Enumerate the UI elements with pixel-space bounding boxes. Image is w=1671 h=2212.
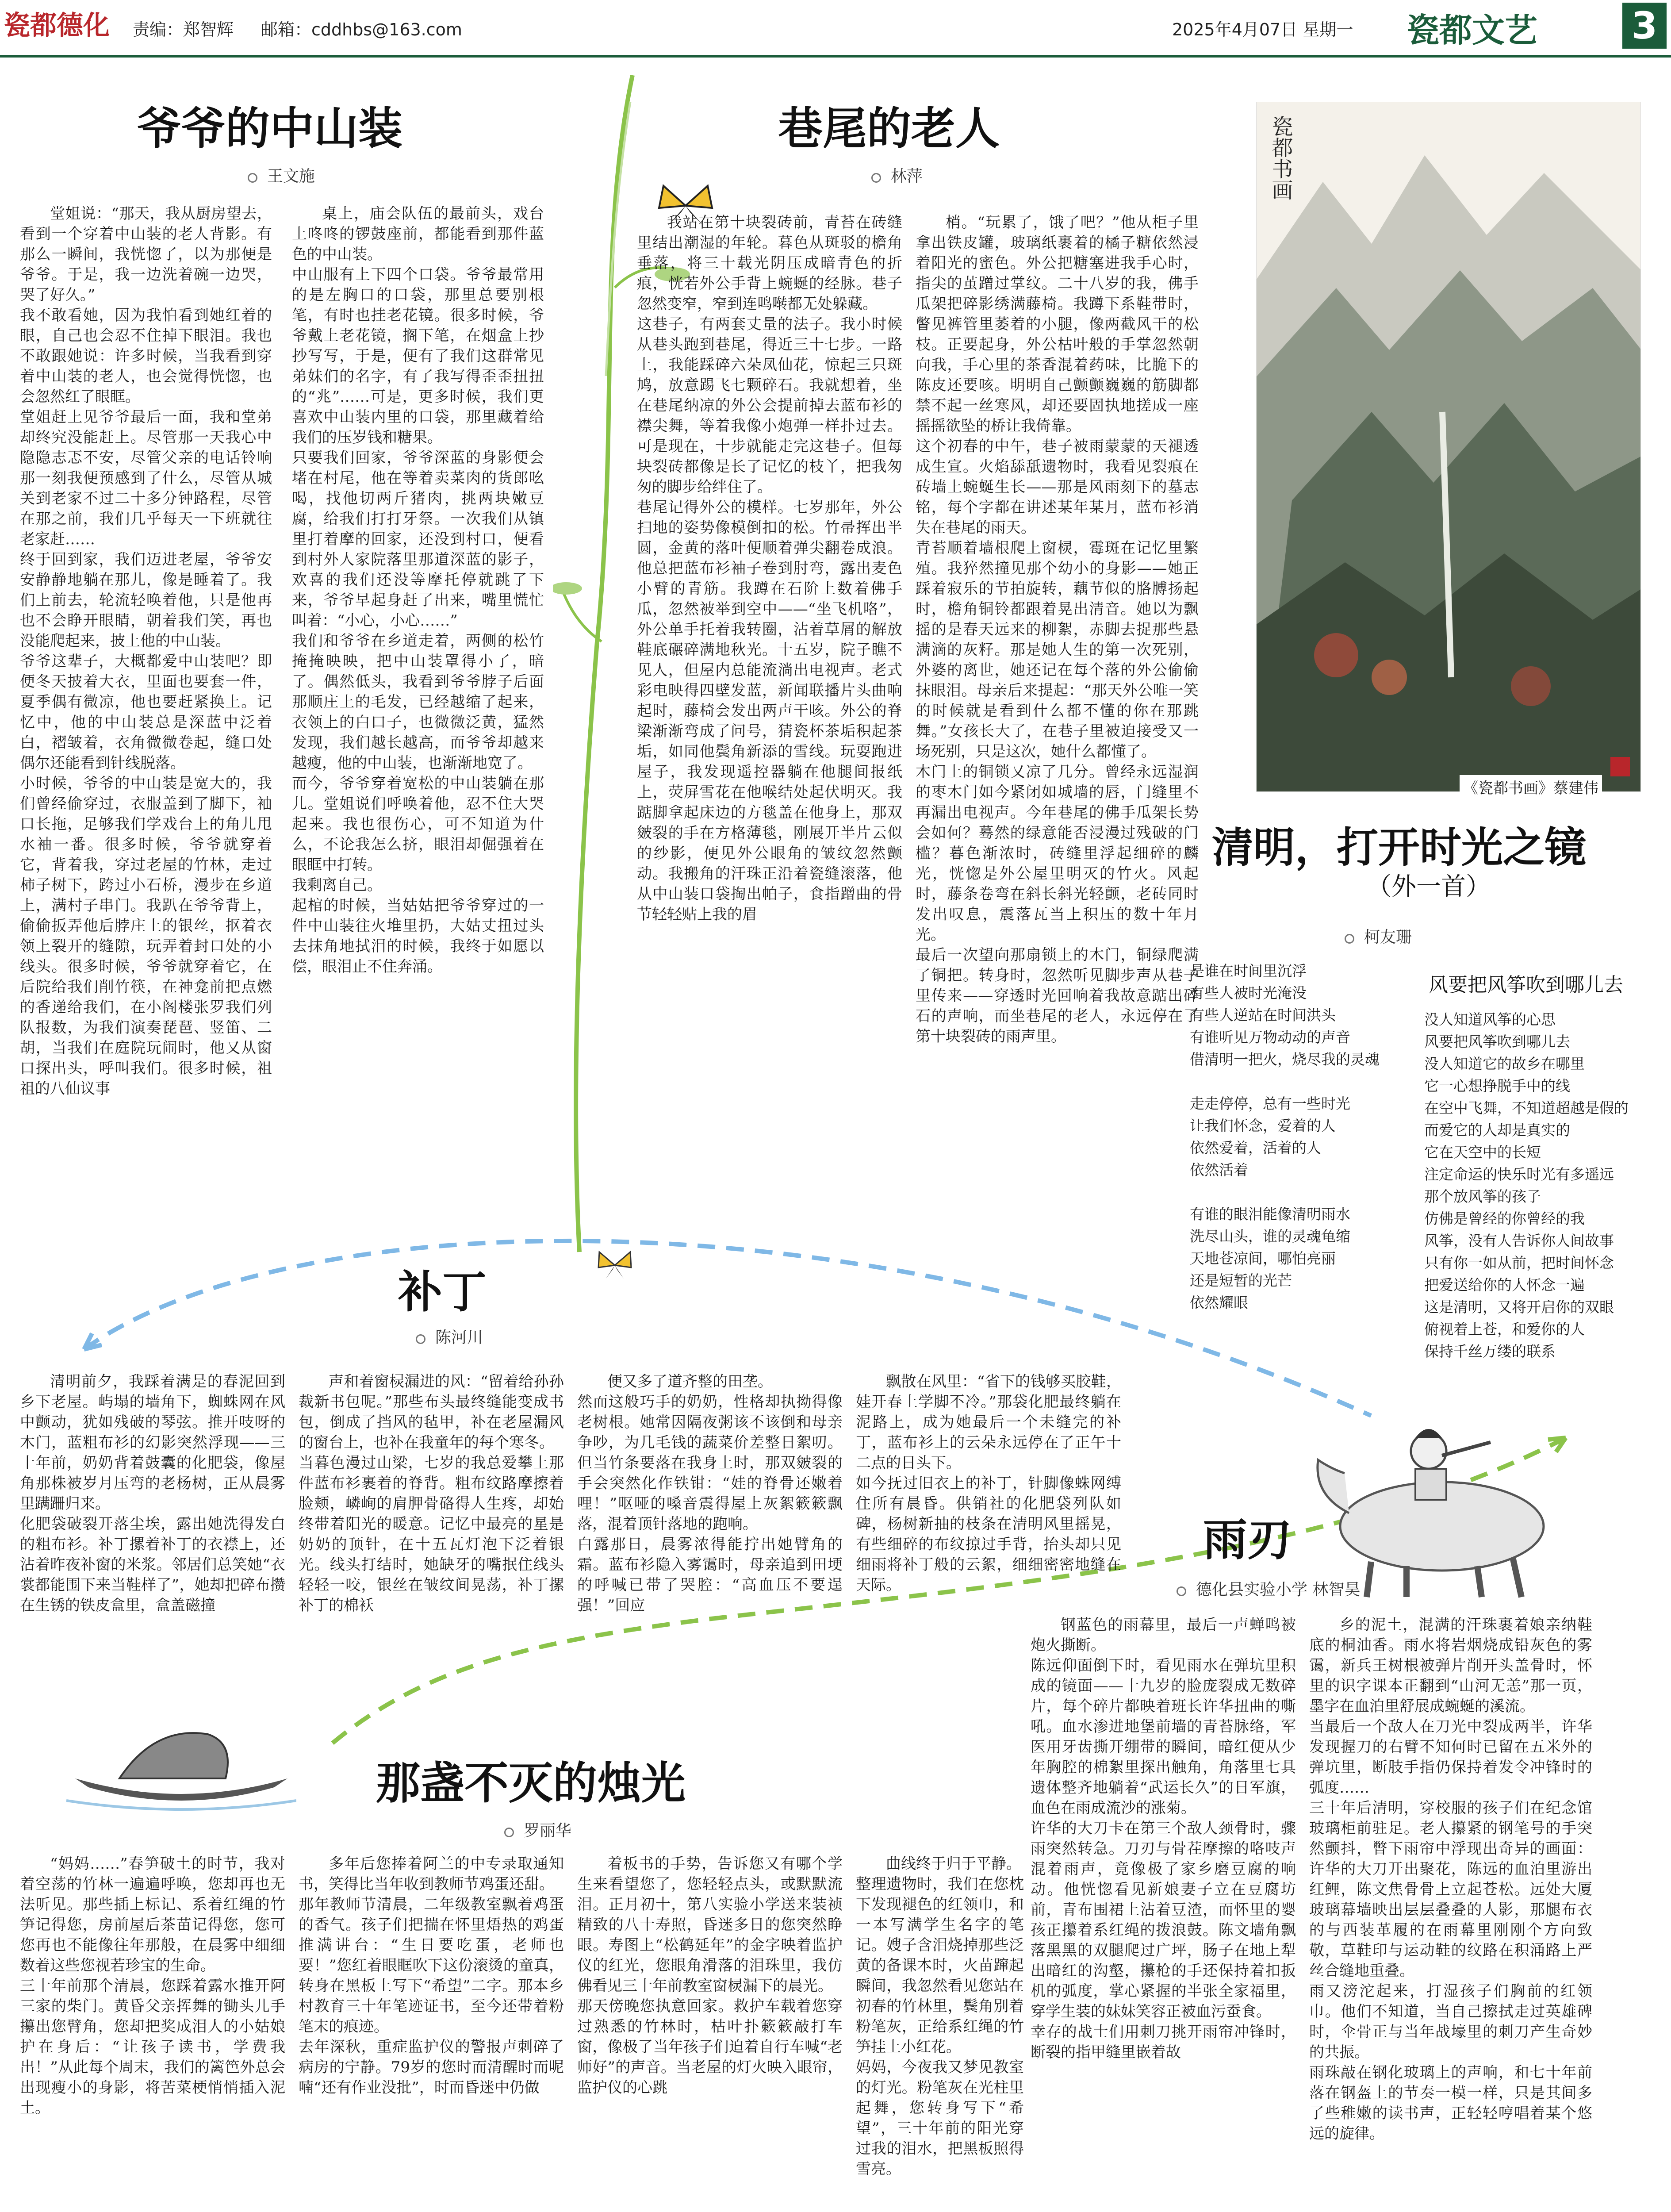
article-title-alley-elder: 巷尾的老人 [778,103,1000,154]
poem-kite-line: 没人知道它的故乡在哪里 [1424,1055,1585,1072]
poem-qingming-line: 走走停停，总有一些时光 [1190,1095,1350,1112]
poem-qingming-line: 还是短暂的光芒 [1190,1272,1292,1289]
byline-dot-icon [248,173,257,183]
article-body-patch-col2: 声和着窗棂漏进的风：“留着给孙孙裁新书包呢。”那些布头最终缝能变成书包，倒成了挡风的毡甲，补在老屋漏风的窗台上，也补在我童年的每个寒冬。 当暮色漫过山梁，七岁的我总爱攀上那件蓝布衫裹着的脊背。粗布纹路摩擦着脸颊，嶙峋的肩胛骨硌得人生疼，却始终带着阳光的暖意。记忆中最亮的星是奶奶的顶针，在十五瓦灯泡下泛着银光。线头打结时，她缺牙的嘴抿住线头轻轻一咬，银丝在皱纹间晃荡，补丁摞补丁的棉袄 [299,1373,564,1614]
painting-mountains [1257,102,1641,792]
poem-qingming-line: 有谁的眼泪能像清明雨水 [1190,1206,1350,1223]
author-name: 王文施 [267,167,315,185]
editor-info: 责编：郑智辉 [133,20,234,39]
painting-inscription: 瓷都书画 [1268,115,1293,200]
article-subtitle-qingming: （外一首） [1367,872,1491,901]
poem-kite-line: 把爱送给你的人怀念一遍 [1424,1276,1585,1294]
poem-kite-line: 它在天空中的长短 [1424,1144,1541,1161]
poem-kite-line: 这是清明，又将开启你的双眼 [1424,1298,1614,1316]
poem-qingming-line: 是谁在时间里沉浮 [1190,962,1307,979]
author-name: 林萍 [891,167,923,185]
email-info: 邮箱：cddhbs@163.com [261,20,462,39]
poem-kite-line: 注定命运的快乐时光有多遥远 [1424,1166,1614,1183]
poem-kite-title: 风要把风筝吹到哪儿去 [1429,974,1623,996]
poem-kite-line: 仿佛是曾经的你曾经的我 [1424,1210,1585,1227]
article-body-candlelight-col1: “妈妈……”春笋破土的时节，我对着空荡的竹林一遍遍呼唤，您却再也无法听见。那些插上标记、系着红绳的竹笋记得您，房前屋后茶苗记得您，您可您再也不能像往年那般，在晨雾中细细数着这些您视若珍宝的生命。 三十年前那个清晨，您踩着露水推开阿三家的柴门。黄昏父亲挥舞的锄头儿手攥出您臂角，您却把奖成泪人的小姑娘护在身后：“让孩子读书，学费我出！”从此每个周末，我们的篱笆外总会出现瘦小的身影，将苦菜梗悄悄插入泥土。 [20,1855,285,2117]
paper-name: 瓷都德化 [4,10,110,41]
section-title: 瓷都文艺 [1407,12,1537,50]
article-title-candlelight: 那盏不灭的烛光 [376,1757,686,1809]
poem-qingming-line [1190,1071,1420,1093]
article-author-alley-elder [871,164,923,186]
seal-stamp [1610,757,1630,776]
poem-kite-line: 那个放风筝的孩子 [1424,1188,1541,1205]
poem-qingming-line: 有谁听见万物动动的声音 [1190,1029,1350,1046]
poem-kite-line: 俯视着上苍，和爱你的人 [1424,1321,1585,1338]
author-name: 德化县实验小学 林智昊 [1196,1581,1361,1599]
author-name: 陈河川 [435,1329,483,1347]
article-body-candlelight-col3: 着板书的手势，告诉您又有哪个学生来看望您了，您轻轻点头，或默默流泪。正月初十，第八实验小学送来装祯精致的八十寿照，昏迷多日的您突然睁眼。寿图上“松鹤延年”的金字映着监护仪的红光，您眼角滑落的泪珠里，我仿佛看见三十年前教室窗棂漏下的晨光。 那天傍晚您执意回家。救护车载着您穿过熟悉的竹林时，枯叶扑簌簌敲打车窗，像极了当年孩子们迫着自行车喊“老师好”的声音。当老屋的灯火映入眼帘，监护仪的心跳 [577,1855,843,2097]
poem-qingming-line: 依然耀眼 [1190,1294,1248,1311]
author-name: 罗丽华 [524,1822,572,1840]
article-body-rain-blade-col2: 乡的泥土，混满的汗珠裹着娘亲纳鞋底的桐油香。雨水将岩烟烧成铅灰色的雾霭，新兵王树根被弹片削开头盖骨时，怀里的识字课本正翻到“山河无恙”那一页，墨字在血泊里舒展成蜿蜒的溪流。 当最后一个敌人在刀光中裂成两半，许华发现握刀的右臂不知何时已留在五米外的弹坑里，断肢手指仍保持着发令冲锋时的弧度…… 三十年后清明，穿校服的孩子们在纪念馆玻璃柜前驻足。老人攥紧的钢笔号的手突然颤抖，瞥下雨帘中浮现出奇异的画面：许华的大刀开出聚花，陈远的血泊里游出红鲤，陈文焦骨骨上立起苍松。远处大厦玻璃幕墙映出层层叠叠的人影，那腿布衣的与西装革履的在雨幕里刚刚个方向致敬，草鞋印与运动鞋的纹路在积涌路上严丝合缝地重叠。 雨又滂沱起来，打湿孩子们胸前的红领巾。他们不知道，当自己擦拭走过英雄碑时，伞骨正与当年战壕里的刺刀产生奇妙的共振。 雨珠敲在钢化玻璃上的声响，和七十年前落在钢盔上的节奏一模一样，只是其间多了些稚嫩的读书声，正轻轻哼唱着某个悠远的旋律。 [1309,1616,1592,2143]
article-title-grandpa-suit: 爷爷的中山装 [137,103,402,154]
page-number: 3 [1622,3,1667,49]
boat-illustration [66,1699,296,1814]
poem-kite-line: 它一心想挣脱手中的线 [1424,1077,1570,1094]
byline-dot-icon [1177,1586,1186,1596]
poem-kite-line: 风筝，没有人告诉你人间故事 [1424,1232,1614,1249]
article-author-candlelight [504,1818,571,1841]
article-body-candlelight-col4: 曲线终于归于平静。 整理遗物时，我们在您枕下发现褪色的红领巾，和一本写满学生名字的笔记。嫂子含泪烧掉那些泛黄的备课本时，火苗蹿起瞬间，我忽然看见您站在初春的竹林里，鬓角别着粉笔灰，正给系红绳的竹笋挂上小红花。 妈妈，今夜我又梦见教室的灯光。粉笔灰在光柱里起舞，您转身写下“希望”，三十年前的阳光穿过我的泪水，把黑板照得雪亮。 [856,1855,1024,2178]
article-body-patch-col3: 便又多了道齐整的田垄。 然而这般巧手的奶奶，性格却执拗得像老树根。她常因隔夜粥该不该倒和母亲争吵，为几毛钱的蔬菜价差整日絮叨。但当竹条要落在我身上时，那双皴裂的手会突然化作铁钳：“娃的脊骨还嫩着哩！”呕哑的嗓音震得屋上灰絮簌簌飘落，混着顶针落地的跑响。 白露那日，晨雾浓得能拧出她臂角的霜。蓝布衫隐入雾霭时，母亲追到田埂的呼喊已带了哭腔：“高血压不要逞强！”回应 [577,1373,843,1614]
article-author-grandpa-suit [248,164,315,186]
poem-qingming-line: 有些人被时光淹没 [1190,984,1307,1002]
author-name: 柯友珊 [1364,928,1412,946]
poem-qingming-line [1190,1181,1420,1203]
article-body-grandpa-suit-col1: 堂姐说：“那天，我从厨房望去，看到一个穿着中山装的老人背影。有那么一瞬间，我恍惚了，以为那便是爷爷。于是，我一边洗着碗一边哭，哭了好久。” 我不敢看她，因为我怕看到她红着的眼，自己也会忍不住掉下眼泪。我也不敢跟她说：许多时候，当我看到穿着中山装的老人，也会觉得恍惚，也会忽然红了眼眶。 堂姐赶上见爷爷最后一面，我和堂弟却终究没能赶上。尽管那一天我心中隐隐志忑不安，尽管父亲的电话铃响那一刻我便预感到了什么，尽管从城关到老家不过二十多分钟路程，尽管在那之前，我们几乎每天一下班就往老家赶…… 终于回到家，我们迈进老屋，爷爷安安静静地躺在那儿，像是睡着了。我们上前去，轮流轻唤着他，只是他再也不会睁开眼睛，朝着我们笑，再也没能爬起来，披上他的中山装。 爷爷这辈子，大概都爱中山装吧？即便冬天披着大衣，里面也要套一件，夏季偶有微凉，他也要赶紧换上。记忆中，他的中山装总是深蓝中泛着白，褶皱着，衣角微微卷起，缝口处偶尔还能看到针线脱落。 小时候，爷爷的中山装是宽大的，我们曾经偷穿过，衣服盖到了脚下，袖口长拖，足够我们学戏台上的角儿甩水袖一番。很多时候，爷爷就穿着它，背着我，穿过老屋的竹林，走过柿子树下，跨过小石桥，漫步在乡道上，满村子串门。我趴在爷爷背上，偷偷扳弄他后脖庄上的银丝，抠着衣领上裂开的缝隙，玩弄着封口处的小线头。很多时候，爷爷就穿着它，在后院给我们削竹筷，在神龛前把点燃的香递给我们，在小阁楼张罗我们列队报数，为我们演奏琵琶、竖笛、二胡，当我们在庭院玩闹时，他又从窗口探出头，呼叫我们。很多时候，祖祖的八仙议事 [20,205,272,1098]
article-author-patch [416,1325,483,1348]
byline-dot-icon [504,1828,514,1837]
poem-qingming-line: 依然活着 [1190,1161,1248,1179]
article-author-qingming [1345,925,1412,947]
poem-kite-line: 而爱它的人却是真实的 [1424,1121,1570,1139]
painting-caption: 《瓷都书画》蔡建伟 [1460,775,1602,799]
poem-qingming-line: 借清明一把火，烧尽我的灵魂 [1190,1051,1380,1068]
page-header [0,0,1671,58]
article-title-patch: 补丁 [398,1266,487,1318]
poem-qingming-line: 让我们怀念，爱着的人 [1190,1117,1336,1134]
poem-qingming-line: 有些人逆站在时间洪头 [1190,1006,1336,1024]
poem-kite-line: 只有你一如从前，把时间怀念 [1424,1254,1614,1271]
ox-with-flute-boy-illustration [1283,1411,1592,1601]
article-body-alley-elder-col2: 梢。“玩累了，饿了吧？”他从柜子里拿出铁皮罐，玻璃纸裹着的橘子糖依然浸着阳光的蜜色。外公把糖塞进我手心时，指尖的茧蹭过掌纹。二十八岁的我，佛手瓜架把碎影绣满藤椅。我蹲下系鞋带时，瞥见裤管里萎着的小腿，像两截风干的松枝。正要起身，外公枯叶般的手掌忽然朝向我，手心里的茶香混着药味，比脆下的陈皮还要咳。明明自己颤颤巍巍的筋脚都禁不起一丝寒风，却还要固执地搓成一座摇摇欲坠的桥让我倚靠。 这个初春的中午，巷子被雨蒙蒙的天褪透成生宣。火焰舔舐遗物时，我看见裂痕在砖墙上蜿蜒生长——那是风雨刻下的墓志铭，每个字都在讲述某年某月，蓝布衫消失在巷尾的雨天。 青苔顺着墙根爬上窗棂，霉斑在记忆里繁殖。我猝然撞见那个幼小的身影——她正踩着寂乐的节拍旋转，藕节似的胳膊扬起时，檐角铜铃都跟着晃出清音。她以为飘摇的是春天远来的柳絮，赤脚去捉那些悬满滴的灰籽。那是她人生的第一次死别，外婆的离世，她还记在每个落的外公偷偷抹眼泪。母亲后来提起：“那天外公唯一笑的时候就是看到什么都不懂的你在那跳舞。”女孩长大了，在巷子里被迫接受又一场死别，只是这次，她什么都懂了。 木门上的铜锁又凉了几分。曾经永远湿润的枣木门如今紧闭如城墙的唇，门缝里不再漏出电视声。今年巷尾的佛手瓜架长势会如何？蓦然的绿意能否浸漫过残破的门槛？暮色渐浓时，砖缝里浮起细碎的麟光，恍惚是外公屋里明灭的竹火。风起时，藤条卷弯在斜长斜光轻颤，老砖同时发出叹息，震落瓦当上积压的数十年月光。 最后一次望向那扇锁上的木门，铜绿爬满了铜把。转身时，忽然听见脚步声从巷子里传来——穿透时光回响着我故意踮出碎石的声响，而坐巷尾的老人，永远停在了第十块裂砖的雨声里。 [916,214,1199,1045]
byline-dot-icon [416,1334,425,1344]
landscape-painting [1256,102,1641,792]
poem-kite-line: 没人知道风筝的心思 [1424,1011,1556,1028]
poem-kite-line: 在空中飞舞，不知道超越是假的 [1424,1099,1629,1117]
article-body-candlelight-col2: 多年后您捧着阿兰的中专录取通知书，笑得比当年收到教师节鸡蛋还甜。 那年教师节清晨，二年级教室飘着鸡蛋的香气。孩子们把揣在怀里焐热的鸡蛋推满讲台：“生日要吃蛋，老师也要！”您红着眼眶吹下这份滚烫的童真，转身在黑板上写下“希望”二字。那本乡村教育三十年笔迹证书，至今还带着粉笔末的痕迹。 去年深秋，重症监护仪的警报声刺碎了病房的宁静。79岁的您时而清醒时而呢喃“还有作业没批”，时而昏迷中仍做 [299,1855,564,2097]
poem-qingming-line: 依然爱着，活着的人 [1190,1139,1321,1156]
article-title-qingming: 清明，打开时光之镜 [1212,824,1587,872]
poem-qingming-line: 洗尽山头，谁的灵魂龟缩 [1190,1228,1350,1245]
issue-date: 2025年4月07日 星期一 [1172,20,1353,39]
poem-qingming-line: 天地苍凉间，哪怕亮丽 [1190,1250,1336,1267]
article-body-rain-blade-col1: 钢蓝色的雨幕里，最后一声蝉鸣被炮火撕断。 陈远仰面倒下时，看见雨水在弹坑里积成的镜面——十九岁的脸庞裂成无数碎片，每个碎片都映着班长许华扭曲的嘶吼。血水渗进地堡前墙的青苔脉络，军医用牙齿撕开绷带的瞬间，暗红便从少年胸腔的棉絮里探出触角，角落里七具遗体整齐地躺着“武运长久”的日军旗，血色在雨成流沙的涨菊。 许华的大刀卡在第三个敌人颈骨时，骤雨突然转急。刀刃与骨茬摩擦的咯吱声混着雨声，竟像极了家乡磨豆腐的响动。他恍惚看见新娘妻子立在豆腐坊前，青布围裙上沾着豆渣，而怀里的婴孩正攥着系红绳的拨浪鼓。陈文墙角飘落黑黑的双腿爬过广坪，肠子在地上犁出暗红的沟壑，攥枪的手还保持着扣扳机的弧度，掌心紧握的半张全家福里，穿学生装的妹妹笑容正被血污蚕食。 幸存的战士们用刺刀挑开雨帘冲锋时，断裂的指甲缝里嵌着故 [1031,1616,1296,2061]
article-body-patch-col4: 飘散在风里：“省下的钱够买胶鞋，娃开春上学脚不冷。”那袋化肥最终躺在泥路上，成为她最后一个未缝完的补丁，蓝布衫上的云朵永远停在了正午十二点的日头下。 如今抚过旧衣上的补丁，针脚像蛛网缚住所有晨昏。供销社的化肥袋列队如碑，杨树新抽的枝条在清明风里摇晃，有些细碎的布纹掠过手背，抬头却只见细雨将补丁般的云絮，细细密密地缝在天际。 [856,1373,1121,1594]
article-body-grandpa-suit-col2: 桌上，庙会队伍的最前头，戏台上咚咚的锣鼓座前，都能看到那件蓝色的中山装。 中山服有上下四个口袋。爷爷最常用的是左胸口的口袋，那里总要别根笔，有时也挂老花镜。很多时候，爷爷戴上老花镜，搁下笔，在烟盒上抄抄写写，于是，便有了我们这群常见弟妹们的名字，有了我写得歪歪扭扭的“兆”……可是，更多时候，我们更喜欢中山装内里的口袋，那里藏着给我们的压岁钱和糖果。 只要我们回家，爷爷深蓝的身影便会堵在村尾，他在等着卖菜肉的货郎吆喝，找他切两斤猪肉，挑两块嫩豆腐，给我们打打牙祭。一次我们从镇里打着摩的回家，还没到村口，便看到村外人家院落里那道深蓝的影子，欢喜的我们还没等摩托停就跳了下来，爷爷早起身赶了出来，嘴里慌忙叫着：“小心，小心……” 我们和爷爷在乡道走着，两侧的松竹掩掩映映，把中山装罩得小了，暗了。偶然低头，我看到爷爷脖子后面那顺庄上的毛发，已经越缩了起来，衣领上的白口子，也微微泛黄，猛然发现，我们越长越高，而爷爷却越来越瘦，他的中山装，也渐渐地宽了。 而今，爷爷穿着宽松的中山装躺在那儿。堂姐说们呼唤着他，忍不住大哭起来。我也很伤心，可不知道为什么，不论我怎么挤，眼泪却倔强着在眼眶中打转。 我剩离自己。 起棺的时候，当姑姑把爷爷穿过的一件中山装往火堆里扔，大姑丈扭过头去抹角地拭泪的时候，我终于如愿以偿，眼泪止不住奔涌。 [292,205,544,975]
article-body-patch-col1: 清明前夕，我踩着满是的春泥回到乡下老屋。屿塌的墙角下，蜘蛛网在风中颤动，犹如残破的琴弦。推开吱呀的木门，蓝粗布衫的幻影突然浮现——三十年前，奶奶背着鼓囊的化肥袋，像屋角那株被岁月压弯的老杨树，正从晨雾里蹒跚归来。 化肥袋破裂开落尘埃，露出她洗得发白的粗布衫。补丁摞着补丁的衣襟上，还沾着昨夜补窗的米浆。邻居们总笑她“衣裳都能围下来当鞋样了”，她却把碎布攒在生锈的铁皮盒里，盒盖磁撞 [20,1373,285,1614]
poem-kite-line: 风要把风筝吹到哪儿去 [1424,1033,1570,1050]
byline-dot-icon [1345,934,1354,944]
article-author-rain-blade [1177,1577,1360,1600]
article-body-alley-elder-col1: 我站在第十块裂砖前，青苔在砖缝里结出潮湿的年轮。暮色从斑驳的檐角垂落，将三十载光阴压成暗青色的折痕，恍若外公手背上蜿蜒的经脉。巷子忽然变窄，窄到连鸣啭都无处躲藏。 这巷子，有两套丈量的法子。我小时候从巷头跑到巷尾，得近三十七步。一路上，我能踩碎六朵凤仙花，惊起三只斑鸠，放意踢飞七颗碎石。我就想着，坐在巷尾纳凉的外公会提前掉去蓝布衫的襟尖舞，等着我像小炮弹一样扑过去。可是现在，十步就能走完这巷子。但每块裂砖都像是长了记忆的枝丫，把我匆匆的脚步给绊住了。 巷尾记得外公的模样。七岁那年，外公扫地的姿势像模倒扣的松。竹帚挥出半圆，金黄的落叶便顺着弹尖翻卷成浪。他总把蓝布衫袖子卷到肘弯，露出麦色小臂的青筋。我蹲在石阶上数着佛手瓜，忽然被举到空中——“坐飞机咯”，外公单手托着我转圈，沾着草屑的解放鞋底碾碎满地秋光。十五岁，院子瞧不见人，但屋内总能流淌出电视声。老式彩电映得四壁发蓝，新闻联播片头曲响起时，藤椅会发出两声干咳。外公的脊梁渐渐弯成了问号，猜瓷杯茶垢积起茶垢，如同他鬓角新添的雪线。玩耍跑进屋子，我发现遥控器躺在他腿间报纸上，荧屏雪花在他喉结处起伏明灭。我踮脚拿起床边的方毯盖在他身上，那双皴裂的手在方格薄毯，刚展开半片云似的纱影，便见外公眼角的皱纹忽然颤动。我搬角的汗珠正沿着瓷缝滚落，他从中山装口袋掏出帕子，食指蹭曲的骨节轻轻贴上我的眉 [637,214,902,923]
byline-dot-icon [871,173,881,183]
article-title-rain-blade: 雨刃 [1203,1514,1292,1566]
poem-kite-line: 保持千丝万缕的联系 [1424,1343,1556,1360]
